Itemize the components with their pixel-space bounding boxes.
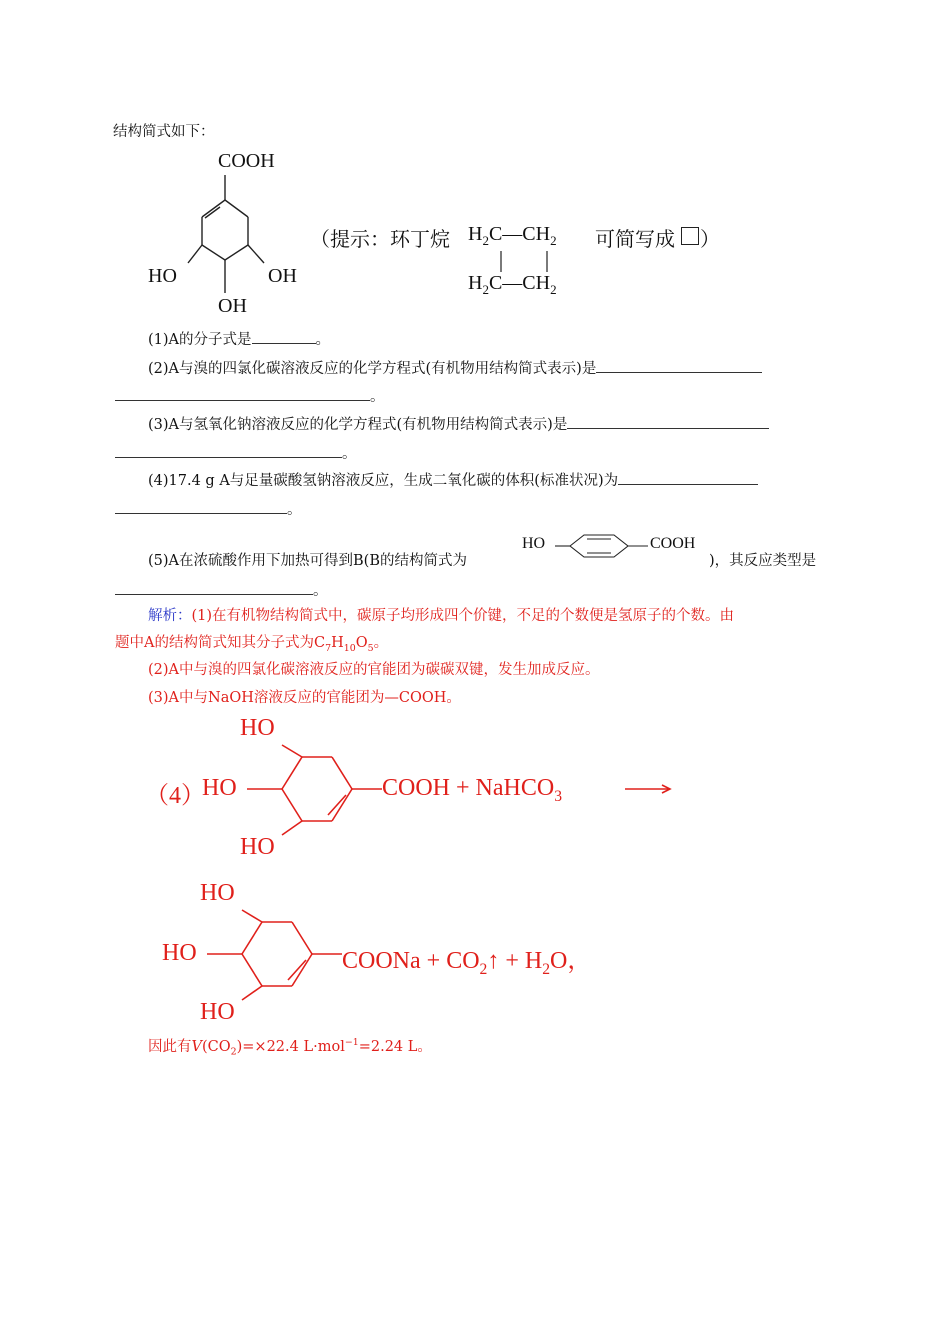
answer-blank-2b[interactable] (115, 386, 370, 401)
hint-suffix: 可简写成 (595, 227, 675, 251)
b-cooh-label: COOH (650, 535, 696, 552)
answer-blank-3a[interactable] (567, 414, 769, 429)
structure-a (140, 145, 310, 330)
eq2-ho-top: HO (200, 880, 235, 906)
benzene-ring (522, 530, 712, 570)
oh-right-label: OH (268, 265, 297, 287)
hint-bottom-row: $H_2C—CH_2$ (468, 272, 557, 297)
question-4-cont: 。 (115, 499, 302, 520)
intro-text: 结构简式如下： (113, 124, 215, 140)
analysis-line-4: (3)A中与NaOH溶液反应的官能团为—COOH。 (148, 690, 461, 706)
answer-blank-2a[interactable] (596, 358, 762, 373)
hint-prefix: （提示：环丁烷 (310, 227, 450, 251)
ring-a-bonds (140, 145, 310, 330)
question-2-cont: 。 (115, 386, 385, 407)
question-5-suffix: )，其反应类型是 (709, 553, 817, 569)
eq2-ho-left: HO (162, 940, 197, 966)
answer-blank-5[interactable] (115, 580, 313, 595)
question-3-cont: 。 (115, 443, 357, 464)
eq1-ho-bottom: HO (240, 834, 275, 860)
question-5-prefix: (5)A在浓硫酸作用下加热可得到B(B的结构简式为 (148, 553, 467, 569)
analysis-line-1: 解析：(1)在有机物结构简式中，碳原子均形成四个价键，不足的个数便是氢原子的个数。由 (148, 608, 735, 624)
analysis-label: 解析： (148, 608, 192, 624)
hint-close: ） (700, 227, 720, 251)
equation-2 (140, 880, 700, 1030)
ho-left-label: HO (148, 265, 177, 287)
eq1-ho-top: HO (240, 715, 275, 741)
eq1-right: COOH + NaHCO$_3$ (382, 775, 562, 805)
final-result: 因此有$V(CO_2)=\times 22.4$ L·mol$^{-1}$=2.24 L。 (148, 1037, 432, 1058)
answer-blank-4a[interactable] (618, 470, 758, 485)
question-3: (3)A与氢氧化钠溶液反应的化学方程式(有机物用结构简式表示)是 (148, 414, 769, 435)
answer-blank-3b[interactable] (115, 443, 342, 458)
question-4: (4)17.4 g A与足量碳酸氢钠溶液反应，生成二氧化碳的体积(标准状况)为 (148, 470, 758, 491)
structure-b (522, 530, 712, 570)
hint-top-row: $H_2C—CH_2$ (468, 223, 557, 248)
question-5-cont: 。 (115, 580, 328, 601)
eq1-num: （4） (145, 783, 205, 809)
analysis-line-3: (2)A中与溴的四氯化碳溶液反应的官能团为碳碳双键，发生加成反应。 (148, 662, 600, 678)
analysis-line-2: 题中A的结构简式知其分子式为$C_7H_{10}O_5$。 (115, 635, 389, 654)
eq2-ring-bonds (140, 880, 700, 1030)
answer-blank-1[interactable] (252, 329, 316, 344)
eq2-ho-bottom: HO (200, 999, 235, 1025)
oh-bottom-label: OH (218, 295, 247, 317)
eq2-right: COONa + $CO_2↑ + H_2O$， (342, 948, 592, 978)
hint-box (310, 215, 730, 300)
square-icon (681, 227, 699, 245)
b-ho-label: HO (522, 535, 546, 552)
equation-1 (140, 715, 700, 865)
answer-blank-4b[interactable] (115, 499, 287, 514)
question-1: (1)A的分子式是 。 (148, 329, 330, 350)
eq1-ring-bonds (140, 715, 700, 865)
eq1-ho-left: HO (202, 775, 237, 801)
cooh-label: COOH (218, 150, 275, 172)
question-2: (2)A与溴的四氯化碳溶液反应的化学方程式(有机物用结构简式表示)是 (148, 358, 762, 379)
